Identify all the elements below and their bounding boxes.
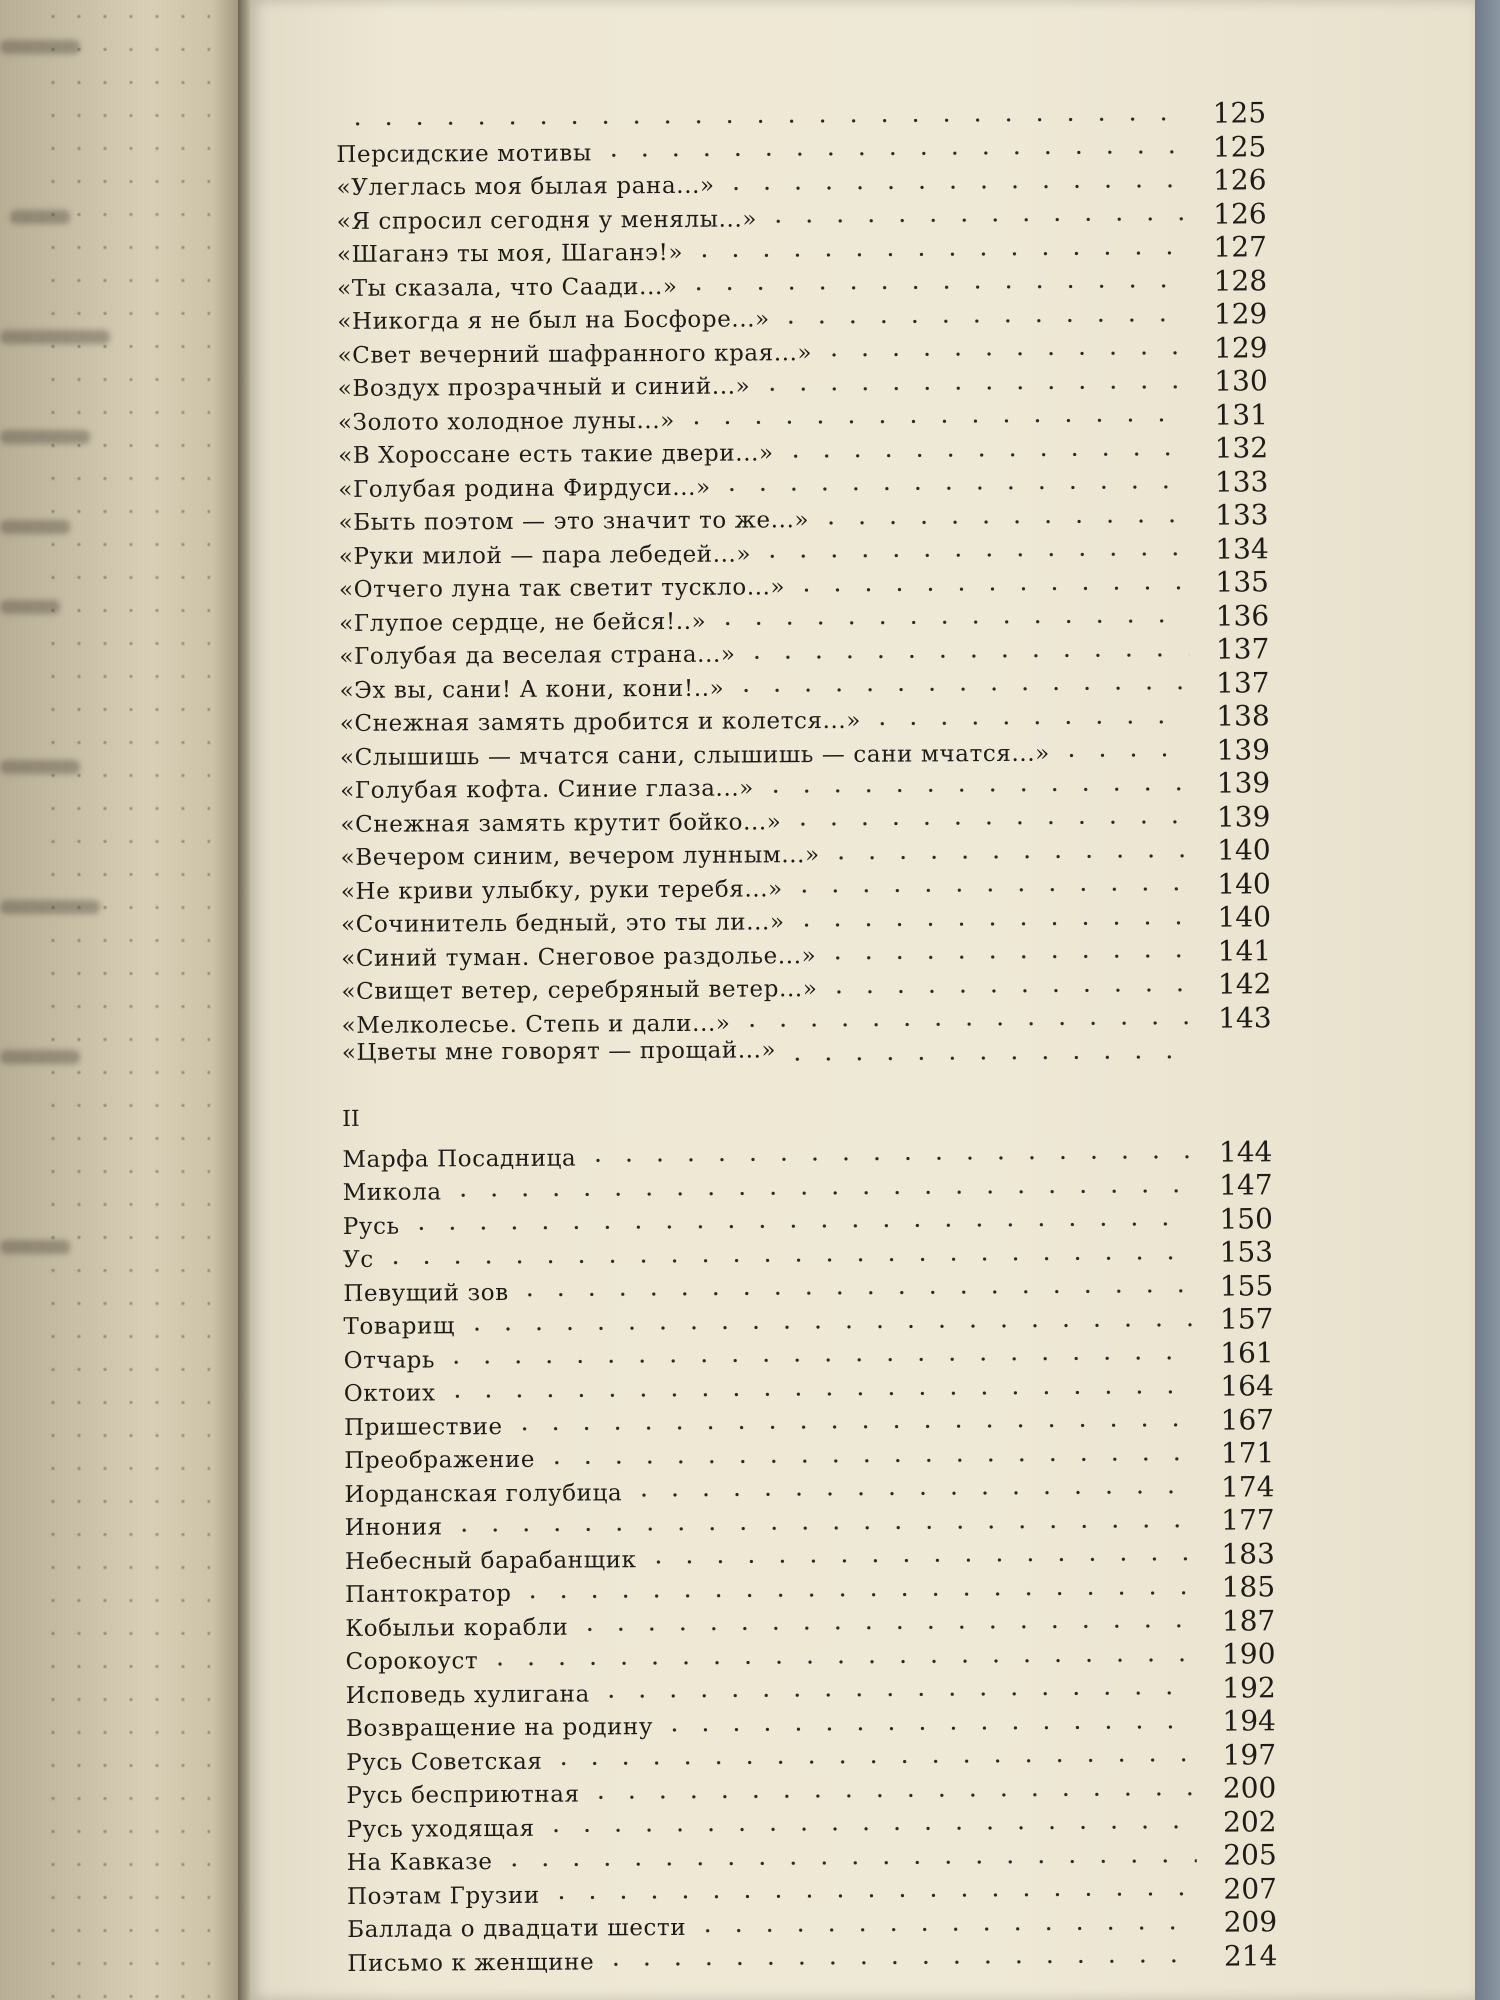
dot-leader: [791, 918, 1191, 930]
toc-row: [346, 1704, 1276, 1743]
toc-row: [336, 96, 1266, 135]
toc-page-number: 131: [1214, 397, 1269, 432]
toc-title: Небесный барабанщик: [344, 1546, 637, 1575]
toc-row: [338, 465, 1268, 504]
toc-row: [345, 1503, 1275, 1542]
toc-row: [344, 1369, 1274, 1408]
toc-title: «Свет вечерний шафранного края...»: [337, 339, 813, 369]
dot-leader: [659, 1722, 1196, 1735]
dot-leader: [449, 1521, 1195, 1536]
toc-page-number: 205: [1223, 1838, 1277, 1872]
toc-row: [343, 1202, 1273, 1241]
toc-page-number: 177: [1221, 1503, 1275, 1537]
left-page-blur-text: [0, 900, 100, 914]
toc-title: «В Хороссане есть такие двери...»: [338, 440, 774, 469]
toc-page-number: 137: [1215, 632, 1270, 666]
toc-row: [345, 1637, 1275, 1676]
toc-title: «Снежная замять дробится и колется...»: [339, 707, 862, 737]
toc-row: [340, 733, 1270, 772]
toc-row: [338, 364, 1268, 403]
toc-page-number: 133: [1214, 464, 1269, 499]
dot-leader: [574, 1621, 1195, 1635]
toc-page-number: 125: [1212, 96, 1267, 130]
toc-row: [341, 967, 1271, 1006]
left-page-blur-text: [0, 330, 110, 344]
toc-row: [338, 431, 1268, 470]
toc-page-number: 128: [1213, 263, 1268, 298]
toc-title: «Быть поэтом — это значит то же...»: [338, 507, 810, 536]
toc-row: [339, 666, 1269, 705]
toc-title: «Ты сказала, что Саади...»: [337, 273, 678, 302]
toc-page-number: 194: [1222, 1704, 1277, 1738]
toc-page-number: 138: [1216, 699, 1270, 733]
toc-page-number: 139: [1216, 799, 1271, 834]
toc-row: [337, 264, 1267, 303]
toc-page-number: 209: [1223, 1905, 1278, 1939]
toc-title: Русь: [342, 1213, 400, 1240]
toc-page-number: 126: [1212, 163, 1267, 197]
toc-title: «Голубая кофта. Синие глаза...»: [340, 775, 754, 804]
toc-row: [347, 1905, 1277, 1944]
toc-row: [344, 1403, 1274, 1442]
dot-leader: [815, 516, 1188, 528]
dot-leader: [406, 1219, 1193, 1234]
left-page-blurred: [0, 0, 250, 2000]
dot-leader: [515, 1286, 1194, 1300]
toc-title: Возвращение на родину: [345, 1714, 654, 1742]
toc-title: «Шаганэ ты моя, Шаганэ!»: [336, 239, 684, 268]
toc-row: [340, 800, 1270, 839]
toc-page-number: 150: [1219, 1201, 1273, 1236]
toc-title: Исповедь хулигана: [345, 1680, 590, 1709]
toc-row: [341, 833, 1271, 872]
toc-page-number: 153: [1219, 1235, 1274, 1269]
toc-row: [346, 1671, 1276, 1710]
toc-page-number: 161: [1220, 1335, 1274, 1370]
toc-row: [337, 197, 1267, 236]
toc-page-number: 125: [1212, 129, 1267, 164]
toc-page-number: 192: [1222, 1670, 1276, 1705]
dot-leader: [742, 650, 1190, 663]
toc-row: [339, 532, 1269, 571]
toc-row: [340, 766, 1270, 805]
toc-row: [343, 1235, 1273, 1274]
dot-leader: [596, 1688, 1196, 1702]
dot-leader: [818, 348, 1187, 360]
left-page-blur-text: [0, 1050, 80, 1064]
dot-leader: [757, 549, 1189, 562]
toc-title: «Золото холодное луны...»: [337, 407, 675, 436]
toc-row: [343, 1168, 1273, 1207]
dot-leader: [760, 784, 1190, 797]
toc-title: Отчарь: [343, 1346, 436, 1374]
toc-page-number: 200: [1222, 1771, 1277, 1805]
dot-leader: [582, 1152, 1192, 1166]
toc-title: «Свищет ветер, серебряный ветер...»: [341, 976, 818, 1005]
toc-title: «Мелколесье. Степь и дали...»: [341, 1010, 731, 1039]
toc-page-number: 143: [1218, 1000, 1272, 1035]
toc-title: «Вечером синим, вечером лунным...»: [340, 842, 820, 871]
toc-title: Ус: [342, 1246, 374, 1273]
toc-page-number: 190: [1221, 1637, 1276, 1671]
dot-leader: [756, 382, 1187, 395]
dot-leader: [509, 1420, 1194, 1434]
toc-row: [345, 1604, 1275, 1643]
toc-row: [338, 498, 1268, 537]
toc-title: Преображение: [344, 1446, 536, 1474]
dot-leader: [737, 1018, 1192, 1031]
dot-leader: [717, 482, 1189, 495]
toc-row: [345, 1570, 1275, 1609]
toc-row: [344, 1436, 1274, 1475]
toc-title: «Отчего луна так светит тускло...»: [338, 574, 786, 603]
toc-page-number: 147: [1219, 1168, 1273, 1202]
toc-title: Сорокоуст: [345, 1648, 479, 1675]
dot-leader: [598, 147, 1187, 161]
toc-title: «Глупое сердце, не бейся!..»: [339, 608, 707, 637]
toc-row: [339, 599, 1269, 638]
section-label: II: [342, 1106, 360, 1132]
toc-page-number: 130: [1214, 364, 1268, 398]
dot-leader: [380, 1253, 1193, 1268]
toc-title: «Никогда я не был на Босфоре...»: [337, 306, 770, 335]
dot-leader: [782, 1052, 1192, 1065]
toc-page-number: 155: [1219, 1268, 1274, 1303]
toc-page-number: 164: [1220, 1369, 1274, 1403]
dot-leader: [689, 248, 1187, 261]
toc-row: [338, 398, 1268, 437]
toc-title: Марфа Посадница: [342, 1145, 577, 1173]
toc-title: «Голубая родина Фирдуси...»: [338, 474, 711, 503]
left-page-dot-leaders: [40, 0, 210, 2000]
dot-leader: [441, 1353, 1194, 1368]
toc-page-number: 207: [1223, 1871, 1278, 1906]
toc-row: [346, 1738, 1276, 1777]
left-page-blur-text: [0, 430, 90, 444]
toc-title: «Не криви улыбку, руки теребя...»: [340, 875, 783, 905]
toc-page-number: 144: [1218, 1134, 1273, 1169]
toc-page-number: 197: [1222, 1737, 1277, 1772]
toc-title: Пантократор: [345, 1580, 512, 1608]
toc-title: «Слышишь — мчатся сани, слышишь — сани мчатся...»: [339, 740, 1050, 771]
dot-leader: [791, 583, 1189, 595]
toc-row: [342, 1034, 1272, 1073]
left-page-blur-text: [0, 520, 70, 534]
toc-title: Русь Советская: [346, 1748, 543, 1776]
toc-row: [343, 1269, 1273, 1308]
dot-leader: [730, 683, 1189, 696]
toc-title: Инония: [344, 1514, 443, 1541]
toc-title: На Кавказе: [346, 1849, 493, 1876]
toc-page-number: 140: [1217, 833, 1271, 867]
dot-leader: [721, 181, 1187, 194]
dot-leader: [541, 1454, 1194, 1468]
toc-page-number: 136: [1215, 598, 1270, 633]
toc-title: «Я спросил сегодня у менялы...»: [336, 205, 758, 235]
left-page-blur-text: [10, 210, 70, 224]
dot-leader: [867, 717, 1190, 729]
toc-page-number: 126: [1213, 196, 1267, 231]
left-page-blur-text: [0, 40, 80, 54]
dot-leader: [342, 114, 1186, 129]
table-of-contents: [336, 96, 1277, 1978]
dot-leader: [484, 1655, 1195, 1669]
background-edge: [1475, 0, 1500, 2000]
dot-leader: [684, 281, 1188, 294]
toc-title: Пришествие: [344, 1413, 503, 1441]
toc-title: Письмо к женщине: [347, 1948, 595, 1977]
toc-page-number: 141: [1217, 933, 1272, 968]
toc-row: [344, 1336, 1274, 1375]
toc-title: «Цветы мне говорят — прощай...»: [341, 1037, 777, 1066]
toc-title: Иорданская голубица: [344, 1479, 623, 1508]
toc-row: [339, 632, 1269, 671]
toc-title: Поэтам Грузии: [346, 1882, 540, 1910]
toc-spacer: [342, 1068, 1272, 1107]
toc-row: [344, 1470, 1274, 1509]
dot-leader: [541, 1822, 1197, 1836]
toc-page-number: 140: [1217, 900, 1272, 934]
toc-row: [342, 1135, 1272, 1174]
dot-leader: [1056, 750, 1190, 761]
dot-leader: [461, 1320, 1194, 1334]
toc-title: Певущий зов: [343, 1279, 509, 1307]
toc-title: Товарищ: [343, 1313, 456, 1340]
dot-leader: [448, 1186, 1193, 1201]
toc-part-1: [336, 96, 1272, 1073]
toc-page-number: 187: [1221, 1603, 1276, 1638]
dot-leader: [787, 817, 1190, 829]
dot-leader: [442, 1387, 1194, 1402]
toc-row: [337, 331, 1267, 370]
toc-page-number: 134: [1215, 531, 1269, 566]
dot-leader: [643, 1554, 1195, 1567]
toc-page-number: 171: [1220, 1436, 1275, 1470]
toc-row: [336, 130, 1266, 169]
left-page-blur-text: [0, 760, 80, 774]
dot-leader: [548, 1755, 1196, 1769]
toc-page-number: 174: [1220, 1469, 1275, 1504]
toc-page-number: 183: [1221, 1536, 1275, 1571]
toc-row: [336, 163, 1266, 202]
dot-leader: [546, 1889, 1197, 1903]
dot-leader: [780, 449, 1189, 461]
dot-leader: [517, 1588, 1195, 1602]
left-page-blur-text: [0, 600, 60, 614]
toc-page-number: 140: [1217, 866, 1271, 901]
toc-row: [347, 1872, 1277, 1911]
toc-page-number: 135: [1215, 565, 1270, 599]
toc-page-number: 157: [1219, 1302, 1274, 1336]
toc-part-2: [342, 1135, 1277, 1978]
toc-page-number: 133: [1214, 498, 1269, 532]
dot-leader: [826, 851, 1191, 863]
dot-leader: [586, 1789, 1197, 1803]
toc-title: Персидские мотивы: [336, 139, 592, 168]
toc-row: [345, 1537, 1275, 1576]
toc-title: «Эх вы, сани! А кони, кони!..»: [339, 675, 725, 704]
dot-leader: [763, 214, 1187, 227]
dot-leader: [789, 884, 1191, 896]
toc-title: Кобыльи корабли: [345, 1614, 569, 1642]
toc-row: [339, 565, 1269, 604]
toc-title: Баллада о двадцати шести: [347, 1914, 687, 1943]
toc-page-number: 185: [1221, 1570, 1276, 1604]
toc-page-number: 129: [1213, 330, 1268, 365]
toc-row: [340, 699, 1270, 738]
toc-page-number: 142: [1217, 967, 1272, 1001]
toc-title: Октоих: [343, 1380, 436, 1407]
toc-row: [342, 1001, 1272, 1040]
dot-leader: [600, 1956, 1197, 1970]
toc-row: [337, 230, 1267, 269]
toc-page-number: 127: [1213, 230, 1268, 264]
toc-row: [341, 934, 1271, 973]
dot-leader: [499, 1856, 1197, 1870]
toc-page-number: 139: [1216, 766, 1271, 800]
toc-row: [347, 1939, 1277, 1978]
dot-leader: [822, 951, 1191, 963]
toc-row: [346, 1771, 1276, 1810]
toc-page-number: 139: [1216, 732, 1271, 767]
dot-leader: [712, 616, 1189, 629]
toc-title: Микола: [342, 1179, 442, 1206]
toc-row: [343, 1302, 1273, 1341]
dot-leader: [628, 1487, 1194, 1500]
toc-row: [347, 1838, 1277, 1877]
toc-row: [346, 1805, 1276, 1844]
dot-leader: [823, 985, 1191, 997]
toc-page-number: 129: [1213, 297, 1268, 331]
toc-page-number: 137: [1216, 665, 1270, 700]
toc-title: «Голубая да веселая страна...»: [339, 641, 736, 670]
toc-title: «Воздух прозрачный и синий...»: [337, 373, 751, 402]
toc-page-number: 202: [1222, 1804, 1277, 1839]
toc-title: «Синий туман. Снеговое раздолье...»: [341, 942, 817, 972]
toc-row: [337, 297, 1267, 336]
dot-leader: [681, 415, 1188, 428]
toc-title: Русь уходящая: [346, 1815, 535, 1843]
toc-title: «Руки милой — пара лебедей...»: [338, 540, 752, 570]
toc-page-number: 214: [1223, 1938, 1278, 1973]
dot-leader: [776, 315, 1188, 328]
toc-row: [341, 867, 1271, 906]
toc-title: «Снежная замять крутит бойко...»: [340, 808, 782, 838]
toc-title: «Улеглась моя былая рана...»: [336, 172, 715, 201]
section-heading: [342, 1101, 1272, 1140]
toc-page-number: 167: [1220, 1402, 1275, 1437]
toc-row: [341, 900, 1271, 939]
toc-title: «Сочинитель бедный, это ты ли...»: [340, 909, 785, 938]
dot-leader: [692, 1923, 1197, 1936]
toc-title: Русь бесприютная: [346, 1781, 580, 1809]
toc-page-number: 132: [1214, 431, 1269, 465]
left-page-blur-text: [0, 1240, 70, 1254]
